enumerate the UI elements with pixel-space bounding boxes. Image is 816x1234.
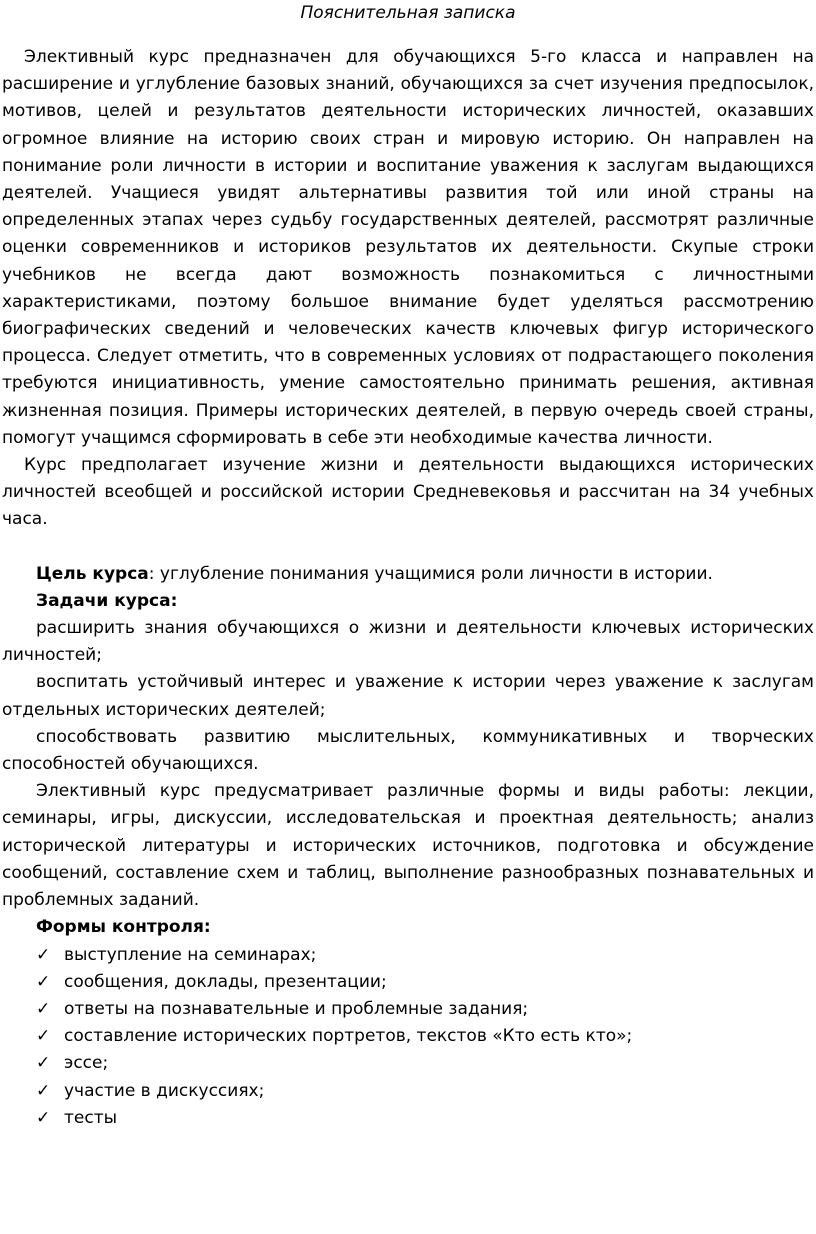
list-item-text: выступление на семинарах;: [64, 944, 317, 965]
list-item: [36, 1105, 814, 1132]
list-item-text: эссе;: [64, 1053, 109, 1074]
check-icon: ✓: [36, 1026, 51, 1047]
list-item: [36, 969, 814, 996]
check-icon: ✓: [36, 1080, 51, 1101]
goal-line: [2, 561, 814, 588]
spacer: [2, 534, 814, 561]
task-item-3: способствовать развитию мыслительных, коммуникативных и творческих способностей обучающихся.: [2, 726, 814, 775]
list-item-text: тесты: [64, 1107, 118, 1128]
list-item-text: ответы на познавательные и проблемные задания;: [64, 998, 529, 1019]
check-icon: ✓: [36, 944, 51, 965]
control-list: [2, 942, 814, 1132]
list-item: [36, 1050, 814, 1077]
check-icon: ✓: [36, 971, 51, 992]
check-icon: ✓: [36, 1053, 51, 1074]
intro-paragraph-1: Элективный курс предназначен для обучающихся 5-го класса и направлен на расширение и углубление базовых знаний, обучающихся за счет изучения предпосылок, мотивов, целей и результатов деятельности исторических личностей, оказавших огромное влияние на историю своих стран и мировую историю. Он направлен на понимание роли личности в истории и воспитание уважения к заслугам выдающихся деятелей. Учащиеся увидят альтернативы развития той или иной страны на определенных этапах через судьбу государственных деятелей, рассмотрят различные оценки современников и историков результатов их деятельности. Скупые строки учебников не всегда дают возможность познакомиться с личностными характеристиками, поэтому большое внимание будет уделяться рассмотрению биографических сведений и человеческих качеств ключевых фигур исторического процесса. Следует отметить, что в современных условиях от подрастающего поколения требуются инициативность, умение самостоятельно принимать решения, активная жизненная позиция. Примеры исторических деятелей, в первую очередь своей страны, помогут учащимся сформировать в себе эти необходимые качества личности.: [2, 47, 814, 448]
goal-text: : углубление понимания учащимися роли личности в истории.: [148, 563, 713, 584]
document-title: Пояснительная записка: [300, 3, 516, 23]
task-item-2: воспитать устойчивый интерес и уважение к истории через уважение к заслугам отдельных исторических деятелей;: [2, 672, 814, 720]
intro-paragraph-2: Курс предполагает изучение жизни и деятельности выдающихся исторических личностей всеобщей и российской истории Средневековья и рассчитан на 34 учебных часа.: [2, 455, 814, 530]
forms-paragraph: Элективный курс предусматривает различные формы и виды работы: лекции, семинары, игры, дискуссии, исследовательская и проектная деятельность; анализ исторической литературы и исторических источников, подготовка и обсуждение сообщений, составление схем и таблиц, выполнение разнообразных познавательных и проблемных заданий.: [2, 781, 814, 911]
list-item: [36, 942, 814, 969]
list-item-text: сообщения, доклады, презентации;: [64, 971, 387, 992]
tasks-heading: Задачи курса:: [36, 590, 178, 611]
list-item-text: участие в дискуссиях;: [64, 1080, 265, 1101]
list-item: [36, 1078, 814, 1105]
check-icon: ✓: [36, 998, 51, 1019]
check-icon: ✓: [36, 1107, 51, 1128]
goal-label: Цель курса: [36, 563, 149, 584]
list-item-text: составление исторических портретов, текстов «Кто есть кто»;: [64, 1026, 633, 1047]
list-item: [36, 1023, 814, 1050]
task-item-1: расширить знания обучающихся о жизни и деятельности ключевых исторических личностей;: [2, 618, 814, 666]
control-heading: Формы контроля:: [36, 917, 211, 938]
list-item: [36, 996, 814, 1023]
